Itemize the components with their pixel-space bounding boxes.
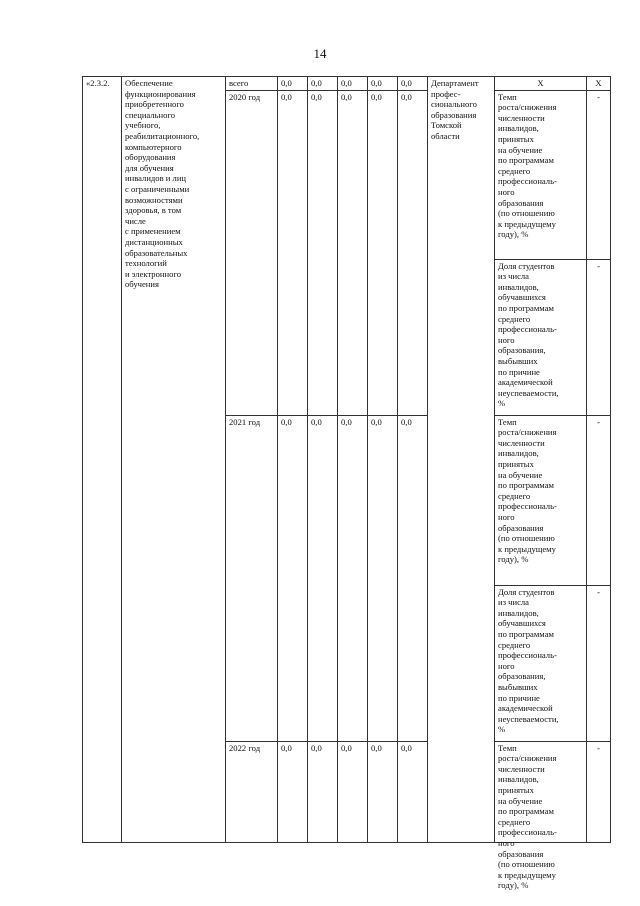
indicator-name-cell: Х bbox=[495, 77, 587, 91]
period-cell: 2022 год bbox=[226, 741, 278, 842]
value-cell: 0,0 bbox=[398, 90, 428, 415]
indicator-growth-text: Темп роста/снижения численности инвалидов, принятых на обучение по программам среднего профессиональ- ного образования (по отношению к предыдущему году), % bbox=[498, 742, 557, 891]
page-number: 14 bbox=[313, 46, 327, 61]
indicator-growth: Темп роста/снижения численности инвалидов, принятых на обучение по программам среднего профессиональ- ного образования (по отношению к предыдущему году), % bbox=[495, 415, 587, 585]
indicator-growth: Темп роста/снижения численности инвалидов, принятых на обучение по программам среднего профессиональ- ного образования (по отношению к предыдущему году), % bbox=[495, 90, 587, 259]
indicator-dropout: Доля студентов из числа инвалидов, обучавшихся по программам среднего профессиональ- ного образования, выбывших по причине академической неуспеваемости, % bbox=[495, 585, 587, 741]
value-cell: 0,0 bbox=[398, 415, 428, 741]
value-cell: 0,0 bbox=[398, 77, 428, 91]
measure-code: «2.3.2. bbox=[83, 77, 122, 843]
row-total bbox=[83, 77, 611, 91]
value-cell: 0,0 bbox=[308, 90, 338, 415]
indicator-growth-partial bbox=[495, 741, 587, 891]
program-table bbox=[82, 76, 611, 891]
period-cell: 2021 год bbox=[226, 415, 278, 741]
value-cell: 0,0 bbox=[398, 741, 428, 842]
period-cell: 2020 год bbox=[226, 90, 278, 415]
value-cell: 0,0 bbox=[338, 415, 368, 741]
indicator-value-cell: - bbox=[587, 585, 611, 741]
indicator-value-cell: - bbox=[587, 259, 611, 415]
indicator-value-cell: - bbox=[587, 741, 611, 842]
value-cell: 0,0 bbox=[368, 741, 398, 842]
period-cell: всего bbox=[226, 77, 278, 91]
executor-cell: Департамент профес- сионального образования Томской области bbox=[428, 77, 495, 843]
value-cell: 0,0 bbox=[368, 90, 398, 415]
value-cell: 0,0 bbox=[338, 77, 368, 91]
value-cell: 0,0 bbox=[308, 77, 338, 91]
value-cell: 0,0 bbox=[278, 90, 308, 415]
value-cell: 0,0 bbox=[278, 415, 308, 741]
value-cell: 0,0 bbox=[368, 415, 398, 741]
value-cell: 0,0 bbox=[308, 741, 338, 842]
value-cell: 0,0 bbox=[308, 415, 338, 741]
value-cell: 0,0 bbox=[368, 77, 398, 91]
measure-name: Обеспечение функционирования приобретенного специального учебного, реабилитационного, компьютерного оборудования для обучения инвалидов и лиц с ограниченными возможностями здоровья, в том числе с применением дистанционных образовательных технологий и электронного обучения bbox=[122, 77, 226, 843]
value-cell: 0,0 bbox=[338, 741, 368, 842]
value-cell: 0,0 bbox=[338, 90, 368, 415]
indicator-value-cell: - bbox=[587, 415, 611, 585]
value-cell: 0,0 bbox=[278, 741, 308, 842]
indicator-value-cell: - bbox=[587, 90, 611, 259]
indicator-dropout: Доля студентов из числа инвалидов, обучавшихся по программам среднего профессиональ- ного образования, выбывших по причине академической неуспеваемости, % bbox=[495, 259, 587, 415]
indicator-value-cell: Х bbox=[587, 77, 611, 91]
value-cell: 0,0 bbox=[278, 77, 308, 91]
